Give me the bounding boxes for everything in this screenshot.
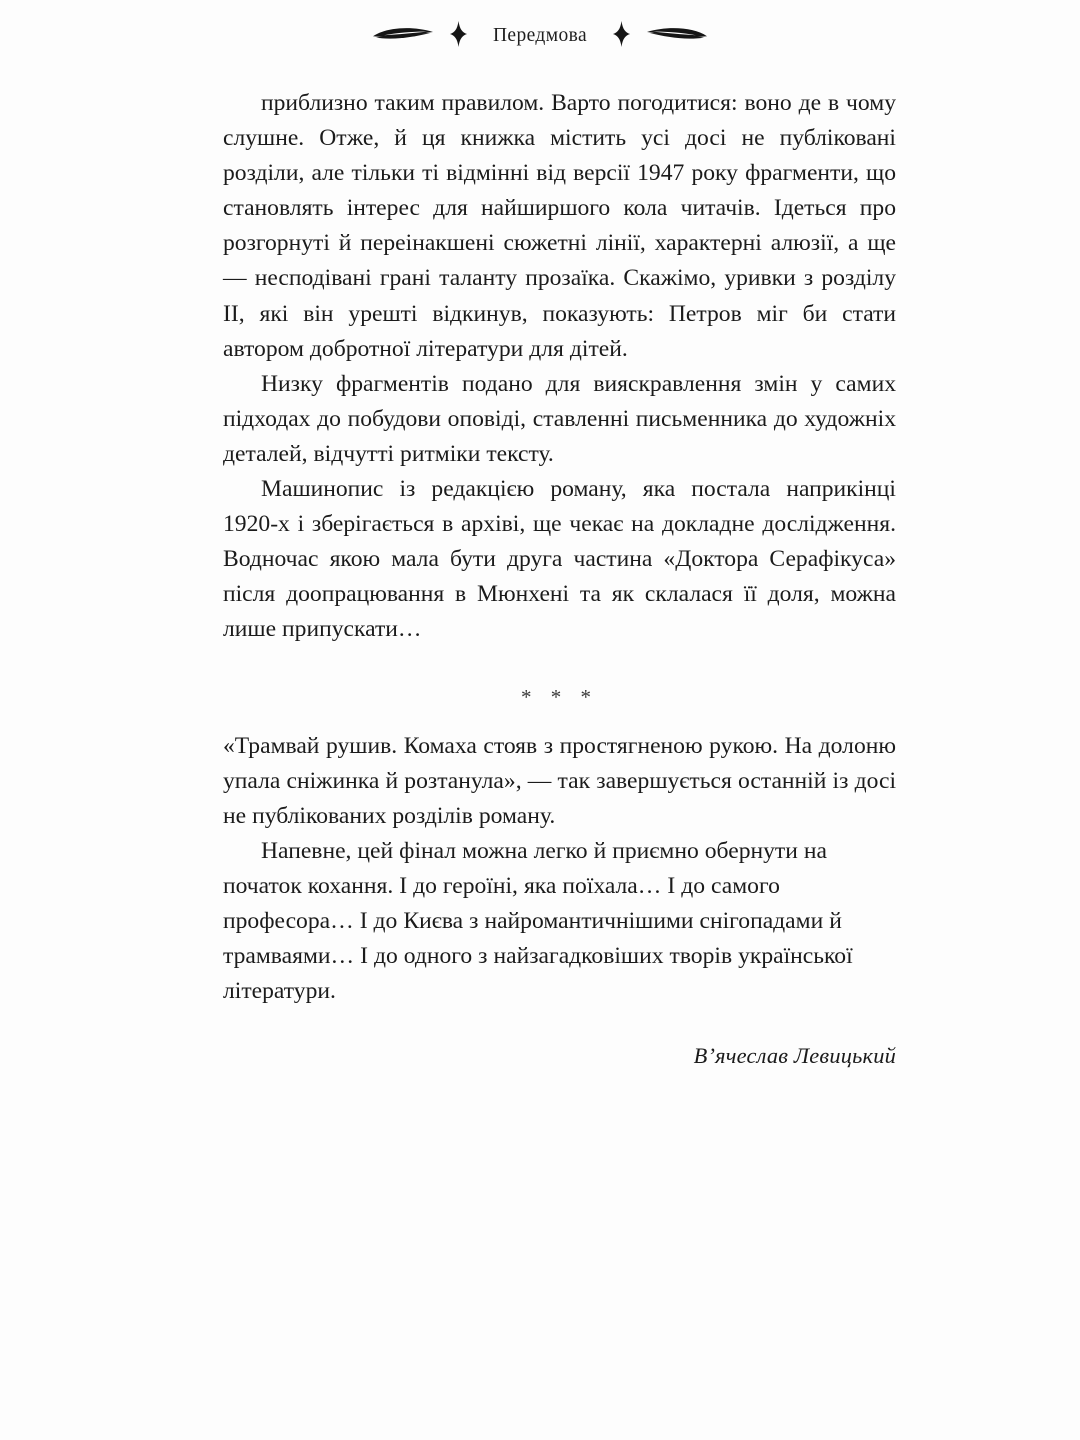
running-head xyxy=(0,18,1080,54)
paragraph-2: Низку фрагментів подано для вияскравлення змін у самих підходах до побудови оповіді, ставленні письменника до художніх деталей, відчутті ритміки тексту. xyxy=(223,370,896,467)
paragraph-1: приблизно таким правилом. Варто погодитися: воно де в чому слушне. Отже, й ця книжка містить усі досі не публіковані розділи, але тільки ті відмінні від версії 1947 року фрагменти, що становлять інтерес для найширшого кола читачів. Ідеться про розгорнуті й переінакшені сюжетні лінії, характерні алюзії, а ще — несподівані грані таланту прозаїка. Скажімо, уривки з розділу II, які він урешті відкинув, показують: Петров міг би стати автором добротної літератури для дітей. xyxy=(223,90,896,362)
page-title: Передмова xyxy=(492,25,588,46)
paragraph-4: «Трамвай рушив. Комаха стояв з простягненою рукою. На долоню упала сніжинка й розтанула», — так завершується останній із досі не публікованих розділів роману. xyxy=(223,732,896,829)
leaf-ornament xyxy=(372,25,434,48)
diamond-ornament-right xyxy=(613,21,630,52)
body-text-column xyxy=(223,86,896,1072)
paragraph-5: Напевне, цей фінал можна легко й приємно обернути на початок кохання. І до героїні, яка поїхала… І до самого професора… І до Києва з найромантичнішими снігопадами й трамваями… І до одного з найзагадковіших творів української літератури. xyxy=(223,837,853,1005)
leaf-ornament-right xyxy=(646,25,708,48)
diamond-ornament-left xyxy=(450,21,467,52)
paragraph-3: Машинопис із редакцією роману, яка постала наприкінці 1920-х і зберігається в архіві, ще чекає на докладне дослідження. Водночас якою мала бути друга частина «Доктора Серафікуса» після доопрацювання в Мюнхені та як склалася її доля, можна лише припускати… xyxy=(223,476,896,643)
section-divider: * * * xyxy=(521,684,598,709)
author-signature: В’ячеслав Левицький xyxy=(693,1043,896,1069)
